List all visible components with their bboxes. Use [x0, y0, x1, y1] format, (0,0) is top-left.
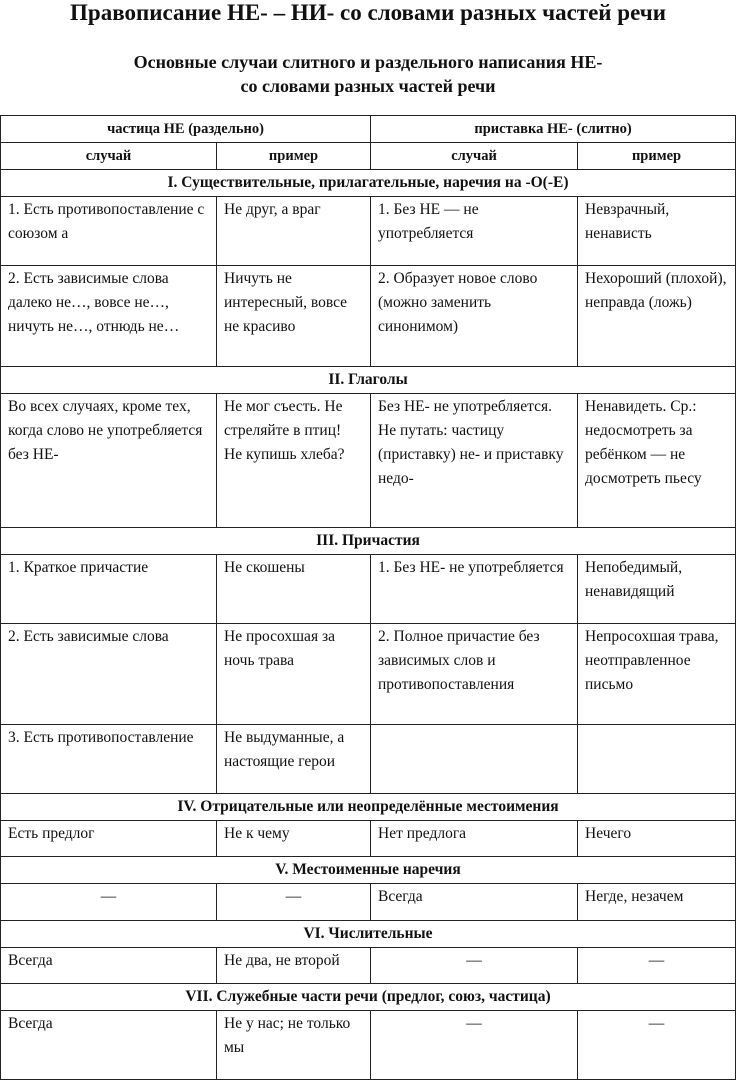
cell-case-particle: — — [1, 884, 217, 920]
header-row-columns — [1, 143, 736, 170]
cell-example-prefix: Ненавидеть. Ср.: недосмотреть за ребёнком — не досмотреть пьесу — [578, 394, 736, 528]
cell-case-particle: Всегда — [1, 1011, 217, 1080]
table-row — [1, 724, 736, 793]
cell-case-particle: 3. Есть противопоставление — [1, 724, 217, 793]
header-case-particle: случай — [1, 143, 217, 170]
cell-example-prefix: — — [578, 1011, 736, 1080]
section-title: II. Глаголы — [1, 367, 736, 394]
section-title: V. Местоименные наречия — [1, 857, 736, 884]
cell-example-prefix: Невзрачный, ненависть — [578, 197, 736, 266]
cell-example-prefix: — — [578, 947, 736, 983]
cell-example-particle: — — [217, 884, 371, 920]
section-header-row — [1, 367, 736, 394]
table-row — [1, 265, 736, 366]
section-header-row — [1, 984, 736, 1011]
section-header-row — [1, 527, 736, 554]
section-title: VI. Числительные — [1, 920, 736, 947]
header-case-prefix: случай — [371, 143, 578, 170]
table-row — [1, 884, 736, 920]
cell-case-particle: 2. Есть зависимые слова — [1, 623, 217, 724]
cell-case-prefix: 1. Без НЕ- не употребляется — [371, 554, 578, 623]
table-row — [1, 197, 736, 266]
cell-case-prefix — [371, 724, 578, 793]
cell-example-prefix: Непросохшая трава, неотправленное письмо — [578, 623, 736, 724]
section-header-row — [1, 920, 736, 947]
table-row — [1, 394, 736, 528]
subtitle-line-2: со словами разных частей речи — [240, 76, 496, 96]
cell-example-particle: Не мог съесть. Не стреляйте в птиц! Не купишь хлеба? — [217, 394, 371, 528]
cell-case-particle: 1. Есть противопоставление с союзом а — [1, 197, 217, 266]
table-row — [1, 554, 736, 623]
cell-example-prefix: Непобедимый, ненавидящий — [578, 554, 736, 623]
header-prefix: приставка НЕ- (слитно) — [371, 116, 736, 143]
cell-case-particle: Есть предлог — [1, 820, 217, 856]
cell-example-particle: Не к чему — [217, 820, 371, 856]
section-header-row — [1, 170, 736, 197]
page-title: Правописание НЕ- – НИ- со словами разных частей речи — [70, 0, 666, 25]
section-header-row — [1, 793, 736, 820]
cell-case-prefix: Без НЕ- не употребляется. Не путать: частицу (приставку) не- и приставку недо- — [371, 394, 578, 528]
cell-case-particle: 2. Есть зависимые слова далеко не…, вовсе не…, ничуть не…, отнюдь не… — [1, 265, 217, 366]
header-example-prefix: пример — [578, 143, 736, 170]
spelling-rules-table — [0, 115, 736, 1080]
cell-case-particle: Всегда — [1, 947, 217, 983]
cell-case-prefix: 1. Без НЕ — не употребляется — [371, 197, 578, 266]
subtitle-line-1: Основные случаи слитного и раздельного написания НЕ- — [133, 52, 603, 72]
cell-case-prefix: Нет предлога — [371, 820, 578, 856]
header-row-groups — [1, 116, 736, 143]
cell-case-prefix: — — [371, 1011, 578, 1080]
cell-example-prefix: Негде, незачем — [578, 884, 736, 920]
cell-case-prefix: Всегда — [371, 884, 578, 920]
table-row — [1, 947, 736, 983]
cell-example-particle: Не друг, а враг — [217, 197, 371, 266]
cell-case-prefix: 2. Полное причастие без зависимых слов и противопоставления — [371, 623, 578, 724]
header-particle: частица НЕ (раздельно) — [1, 116, 371, 143]
table-subtitle — [40, 50, 696, 98]
cell-example-particle: Не у нас; не только мы — [217, 1011, 371, 1080]
cell-example-particle: Не выдуманные, а настоящие герои — [217, 724, 371, 793]
cell-example-particle: Не просохшая за ночь трава — [217, 623, 371, 724]
table-row — [1, 1011, 736, 1080]
section-title: I. Существительные, прилагательные, наречия на -О(-Е) — [1, 170, 736, 197]
table-row — [1, 623, 736, 724]
section-title: IV. Отрицательные или неопределённые местоимения — [1, 793, 736, 820]
section-header-row — [1, 857, 736, 884]
cell-case-prefix: 2. Образует новое слово (можно заменить синонимом) — [371, 265, 578, 366]
cell-example-particle: Не два, не второй — [217, 947, 371, 983]
section-title: III. Причастия — [1, 527, 736, 554]
cell-example-prefix: Нечего — [578, 820, 736, 856]
cell-case-particle: 1. Краткое причастие — [1, 554, 217, 623]
cell-example-particle: Ничуть не интересный, вовсе не красиво — [217, 265, 371, 366]
cell-example-prefix — [578, 724, 736, 793]
cell-case-particle: Во всех случаях, кроме тех, когда слово не употребляется без НЕ- — [1, 394, 217, 528]
cell-case-prefix: — — [371, 947, 578, 983]
cell-example-prefix: Нехороший (плохой), неправда (ложь) — [578, 265, 736, 366]
table-row — [1, 820, 736, 856]
header-example-particle: пример — [217, 143, 371, 170]
section-title: VII. Служебные части речи (предлог, союз, частица) — [1, 984, 736, 1011]
cell-example-particle: Не скошены — [217, 554, 371, 623]
